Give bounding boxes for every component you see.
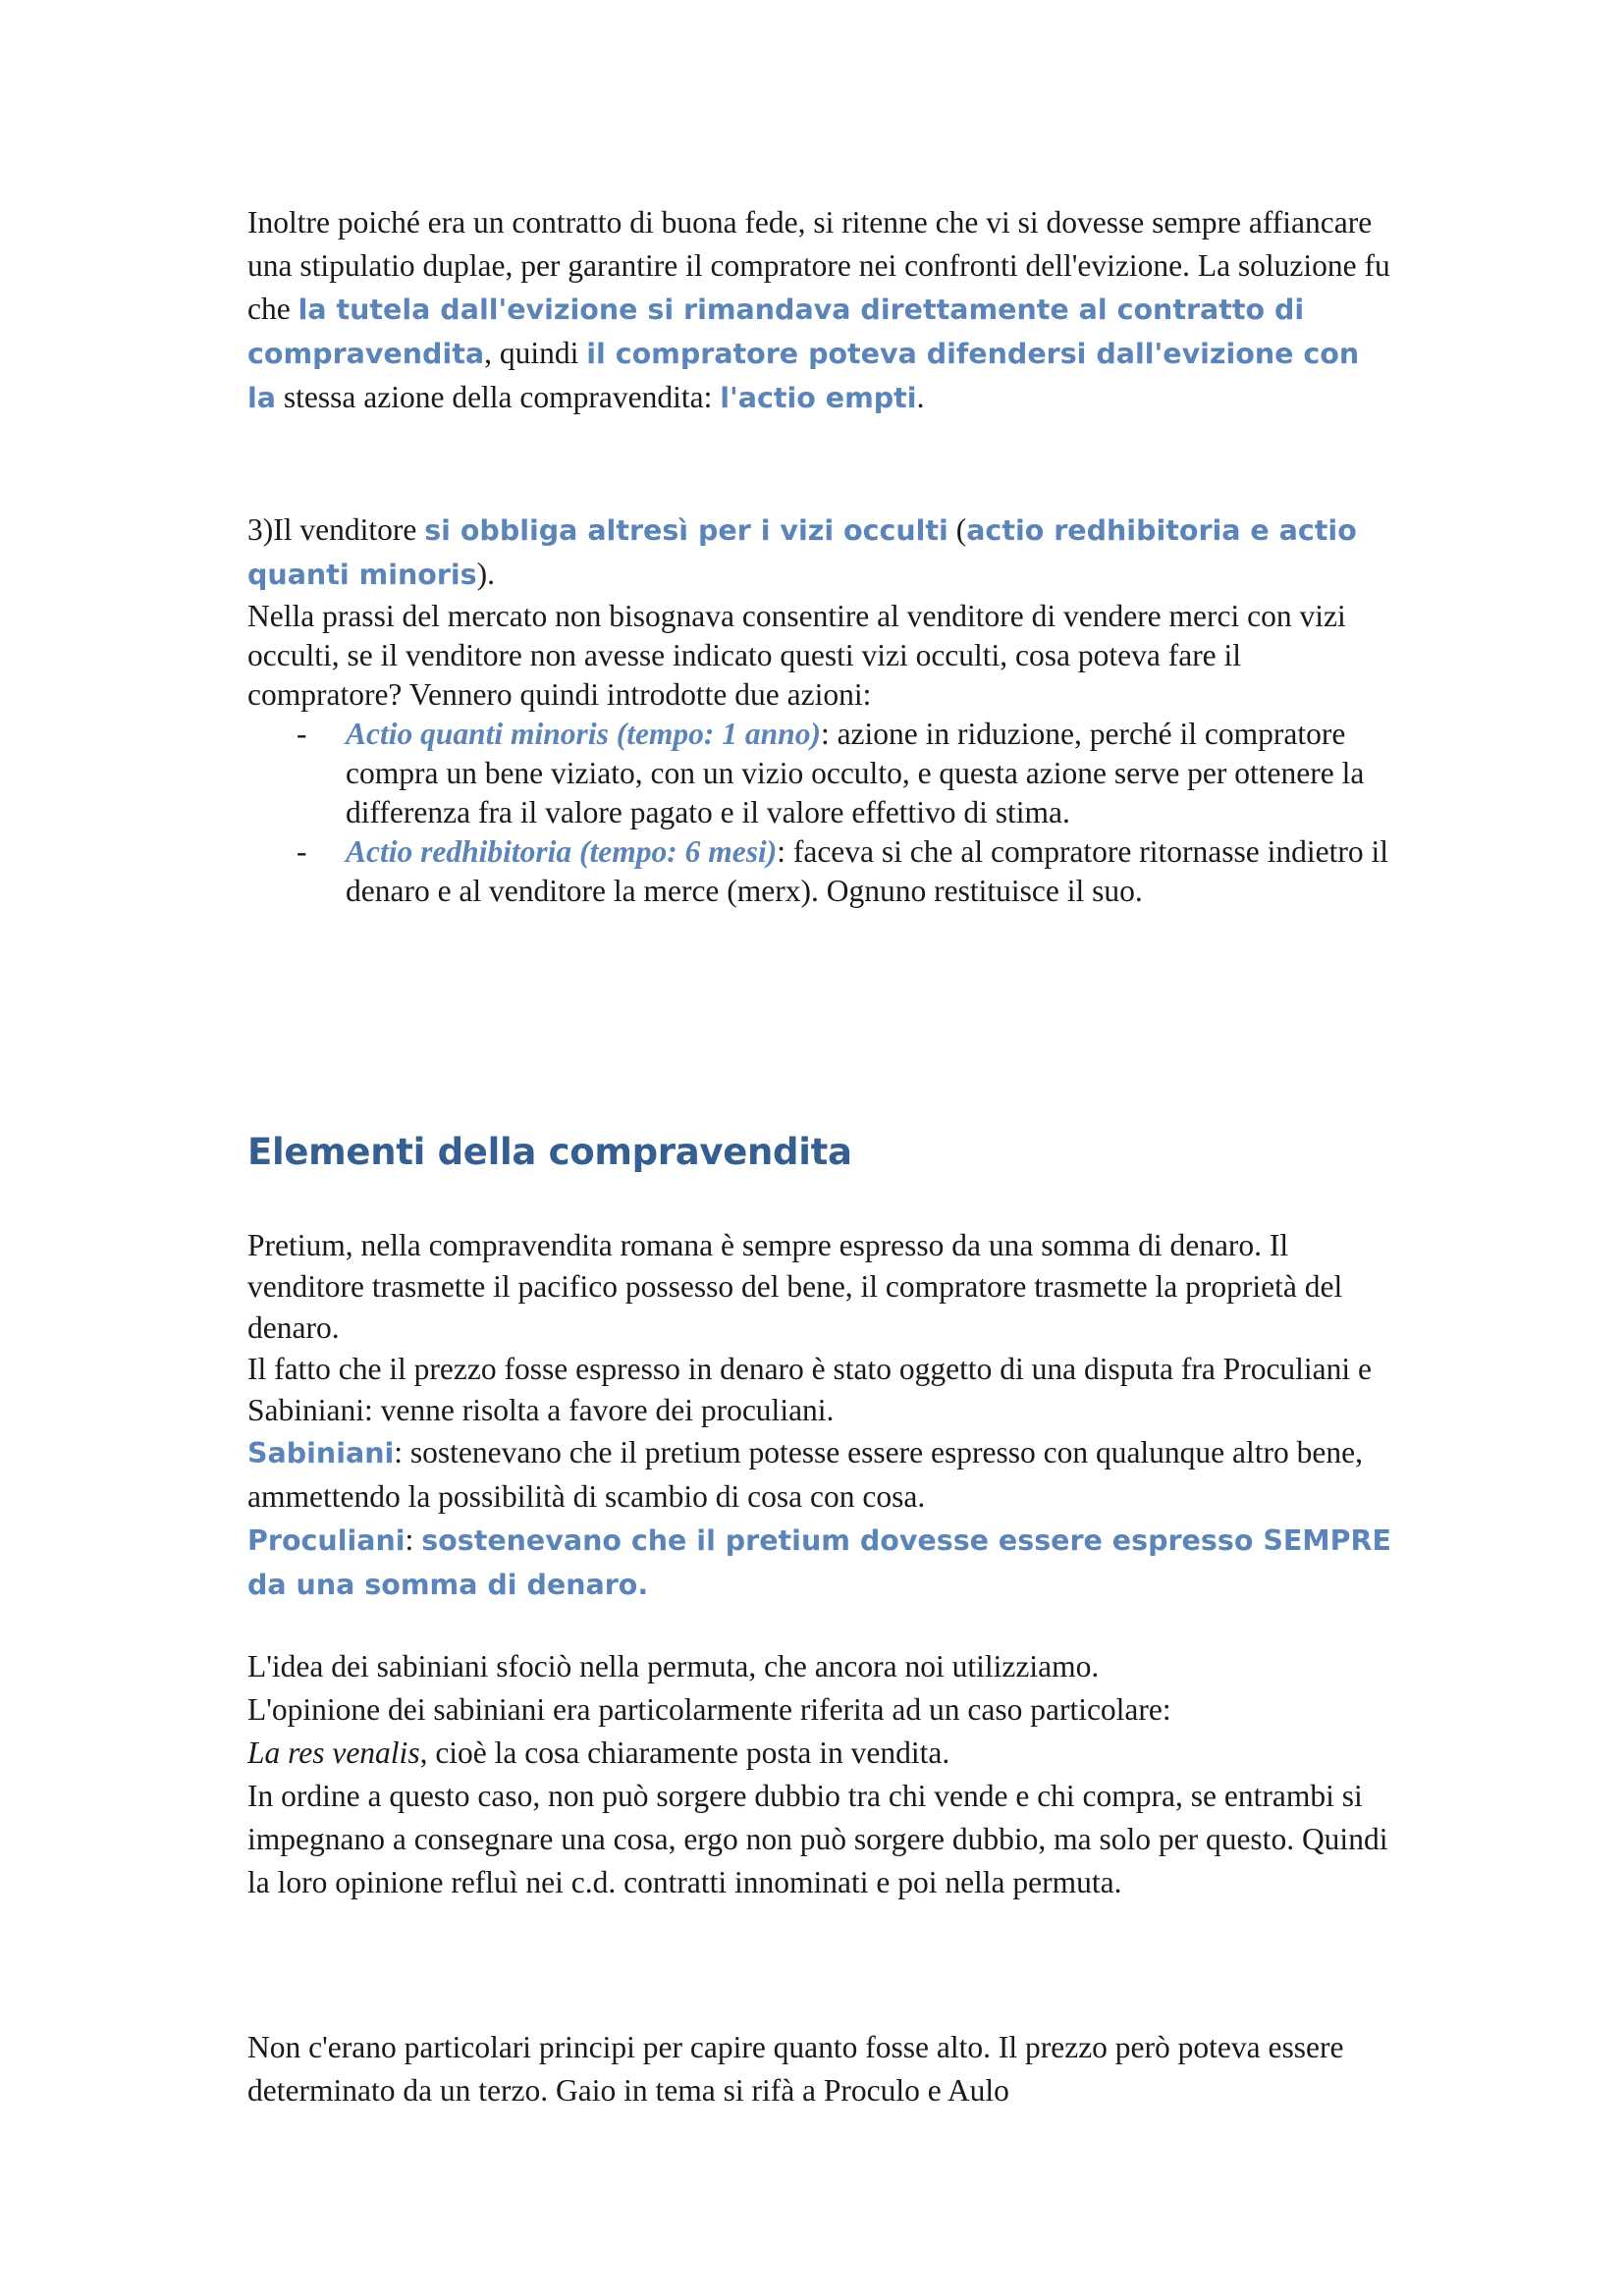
highlight-text: Sabiniani (247, 1437, 395, 1469)
paragraph-price-third (247, 2026, 1396, 2112)
action-desc: : azione in riduzione, perché il compratore compra un bene viziato, con un vizio occulto, e questa azione serve per ottenere la differenza fra il valore pagato e il valore effettivo di stima. (346, 717, 1365, 829)
list-dash: - (297, 834, 307, 869)
highlight-text: Proculiani (247, 1524, 406, 1557)
text: L'opinione dei sabiniani era particolarmente riferita ad un caso particolare: (247, 1692, 1171, 1727)
text: ). (476, 557, 496, 591)
text: : (405, 1522, 422, 1557)
text: 3)Il venditore (247, 512, 425, 547)
text: Pretium, nella compravendita romana è sempre espresso da una somma di denaro. Il venditore trasmette il pacifico possesso del bene, il compratore trasmette la proprietà del denaro. (247, 1228, 1343, 1345)
paragraph-eviction (247, 201, 1396, 420)
text: stessa azione della compravendita: (276, 380, 721, 414)
text: L'idea dei sabiniani sfociò nella permuta, che ancora noi utilizziamo. (247, 1649, 1100, 1683)
paragraph-hidden-defects (247, 508, 1396, 597)
paragraph-market-practice (247, 597, 1396, 911)
action-name: Actio redhibitoria (tempo: 6 mesi) (346, 834, 778, 869)
highlight-text: si obbliga altresì per i vizi occulti (424, 514, 948, 547)
highlight-text: la tutela dall'evizione si rimandava direttamente al contratto di compravendita (247, 294, 1305, 370)
highlight-text: sostenevano che il pretium dovesse essere espresso SEMPRE da una somma di denaro. (247, 1524, 1391, 1601)
action-desc: : faceva si che al compratore ritornasse indietro il denaro e al venditore la merce (merx). Ognuno restituisce il suo. (346, 834, 1388, 908)
text: Inoltre poiché era un contratto di buona fede, si ritenne che vi si dovesse sempre affiancare una stipulatio duplae, per garantire il compratore nei confronti dell'evizione. La soluzione fu che (247, 205, 1390, 326)
paragraph-pretium (247, 1225, 1396, 1607)
highlight-text: il compratore poteva difendersi dall'evizione con la (247, 338, 1360, 414)
highlight-text: l'actio empti (720, 382, 917, 414)
italic-text: La res venalis (247, 1735, 420, 1770)
section-heading: Elementi della compravendita (247, 1131, 852, 1173)
list-item (247, 832, 1396, 911)
text: Nella prassi del mercato non bisognava consentire al venditore di vendere merci con vizi occulti, se il venditore non avesse indicato questi vizi occulti, cosa poteva fare il compratore? Vennero quindi introdotte due azioni: (247, 599, 1346, 712)
list-item (247, 715, 1396, 832)
text: In ordine a questo caso, non può sorgere dubbio tra chi vende e chi compra, se entrambi si impegnano a consegnare una cosa, ergo non può sorgere dubbio, ma solo per questo. Quindi la loro opinione refluì nei c.d. contratti innominati e poi nella permuta. (247, 1779, 1388, 1899)
actions-list (247, 715, 1396, 911)
text: : sostenevano che il pretium potesse essere espresso con qualunque altro bene, ammettendo la possibilità di scambio di cosa con cosa. (247, 1435, 1363, 1514)
highlight-text: actio redhibitoria e actio quanti minoris (247, 514, 1357, 591)
text: . (916, 380, 925, 414)
list-dash: - (297, 717, 307, 751)
text: ( (947, 512, 967, 547)
action-name: Actio quanti minoris (tempo: 1 anno) (346, 717, 821, 751)
text: , quindi (484, 336, 587, 370)
text: Il fatto che il prezzo fosse espresso in denaro è stato oggetto di una disputa fra Proculiani e Sabiniani: venne risolta a favore dei proculiani. (247, 1352, 1373, 1427)
text: Non c'erano particolari principi per capire quanto fosse alto. Il prezzo però poteva essere determinato da un terzo. Gaio in tema si rifà a Proculo e Aulo (247, 2030, 1344, 2108)
text: , cioè la cosa chiaramente posta in vendita. (419, 1735, 950, 1770)
paragraph-sabiniani-idea (247, 1645, 1396, 1904)
